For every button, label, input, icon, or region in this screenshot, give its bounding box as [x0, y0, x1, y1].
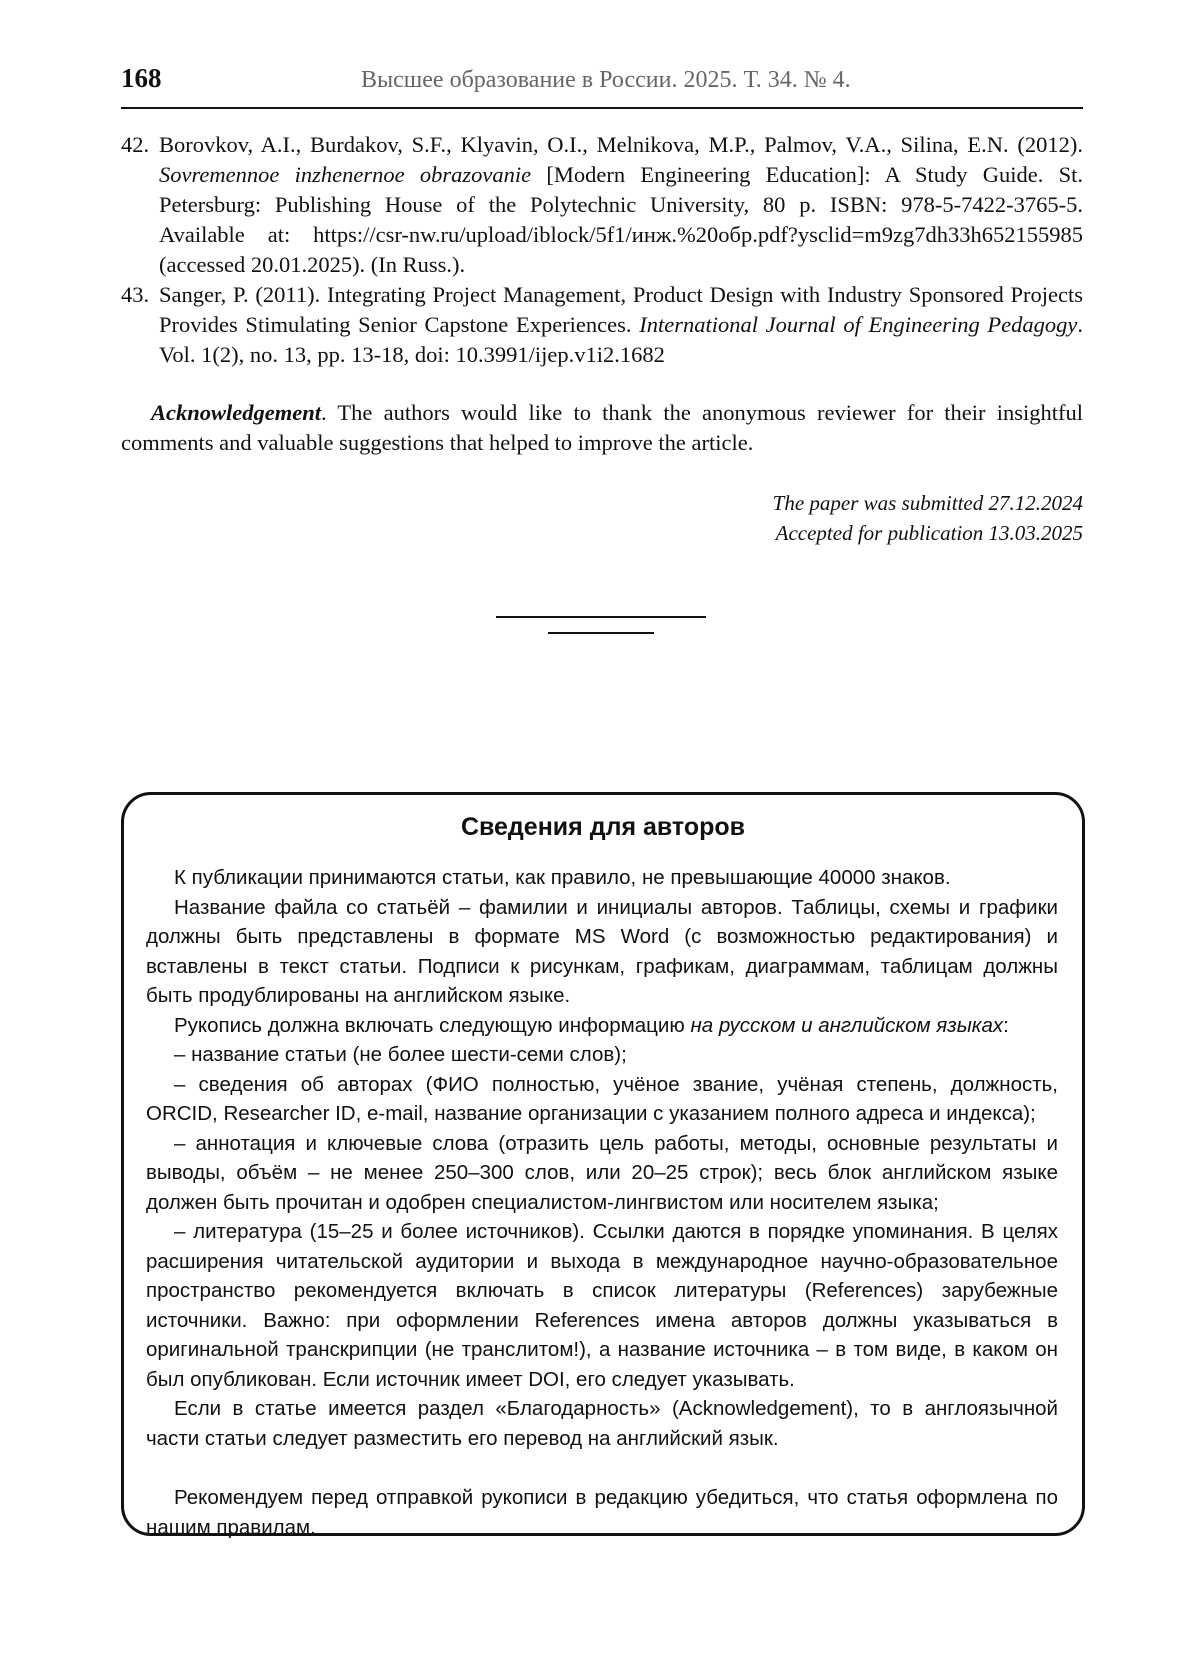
paragraph-italic: на русском и английском языках	[690, 1013, 1004, 1037]
accepted-date: Accepted for publication 13.03.2025	[775, 521, 1083, 545]
authors-info-box	[121, 792, 1085, 1539]
submitted-date: The paper was submitted 27.12.2024	[772, 491, 1083, 515]
reference-item	[121, 280, 1083, 370]
paragraph	[146, 1011, 1058, 1041]
acknowledgement	[121, 398, 1083, 458]
reference-text-rest: [Modern Engineering Education]: A Study Guide. St. Petersburg: Publishing House of the Polytechnic University, 80 p. ISBN: 978-5-7422-3765-5. Available at: https://csr-nw.ru/upload/iblock/5f1/инж.%20обр.pdf?ysclid=m9zg7dh33h652155985 (accessed 20.01.2025). (In Russ.).	[159, 162, 1084, 277]
paragraph: Если в статье имеется раздел «Благодарность» (Acknowledgement), то в англоязычной части статьи следует разместить его перевод на английский язык.	[146, 1397, 1058, 1450]
acknowledgement-label: Acknowledgement	[151, 400, 321, 425]
reference-item	[121, 130, 1083, 280]
list-item: – аннотация и ключевые слова (отразить цель работы, методы, основные результаты и выводы, объём – не менее 250–300 слов, или 20–25 строк); весь блок английском языке должен быть прочитан и одобрен специалистом-лингвистом или носителем языка;	[146, 1131, 1058, 1214]
paragraph-text: Рукопись должна включать следующую информацию	[174, 1013, 691, 1037]
submission-dates	[773, 488, 1083, 548]
reference-number: 42.	[121, 132, 150, 157]
paragraph: К публикации принимаются статьи, как правило, не превышающие 40000 знаков.	[174, 866, 951, 889]
page-header	[121, 55, 1083, 109]
page-number: 168	[121, 63, 162, 93]
closing-paragraph: Рекомендуем перед отправкой рукописи в редакцию убедиться, что статья оформлена по нашим правилам.	[146, 1486, 1058, 1539]
divider-short	[548, 632, 654, 634]
acknowledgement-text: . The authors would like to thank the anonymous reviewer for their insightful comments and valuable suggestions that helped to improve the article.	[121, 400, 1083, 455]
reference-text: Borovkov, A.I., Burdakov, S.F., Klyavin, O.I., Melnikova, M.P., Palmov, V.A., Silina, E.N. (2012).	[159, 132, 1083, 157]
list-item: – сведения об авторах (ФИО полностью, учёное звание, учёная степень, должность, ORCID, Researcher ID, e-mail, название организации с указанием полного адреса и индекса);	[146, 1072, 1058, 1125]
paragraph: Название файла со статьёй – фамилии и инициалы авторов. Таблицы, схемы и графики должны быть представлены в формате MS Word (с возможностью редактирования) и вставлены в текст статьи. Подписи к рисункам, графикам, диаграммам, таблицам должны быть продублированы на английском языке.	[146, 895, 1058, 1007]
reference-text-rest: . Vol. 1(2), no. 13, pp. 13-18, doi: 10.3991/ijep.v1i2.1682	[159, 312, 1083, 367]
reference-number: 43.	[121, 282, 150, 307]
authors-box-body	[146, 863, 1058, 1542]
reference-list	[121, 130, 1083, 370]
journal-title: Высшее образование в России. 2025. Т. 34. № 4.	[361, 67, 851, 93]
divider-long	[496, 616, 706, 618]
reference-text: Sanger, P. (2011). Integrating Project Management, Product Design with Industry Sponsored Projects Provides Stimulating Senior Capstone Experiences.	[159, 282, 1083, 337]
list-item: – литература (15–25 и более источников). Ссылки даются в порядке упоминания. В целях расширения читательской аудитории и выхода в международное научно-образовательное пространство рекомендуется включать в список литературы (References) зарубежные источники. Важно: при оформлении References имена авторов должны указываться в оригинальной транскрипции (не транслитом!), а название источника – в том виде, в каком он был опубликован. Если источник имеет DOI, его следует указывать.	[146, 1220, 1058, 1391]
list-item: – название статьи (не более шести-семи слов);	[174, 1043, 627, 1066]
reference-title-italic: International Journal of Engineering Pedagogy	[639, 312, 1078, 337]
authors-box-title: Сведения для авторов	[460, 813, 746, 841]
paragraph-text-end: :	[1003, 1013, 1009, 1037]
reference-title-italic: Sovremennoe inzhenernoe obrazovanie	[159, 162, 532, 187]
